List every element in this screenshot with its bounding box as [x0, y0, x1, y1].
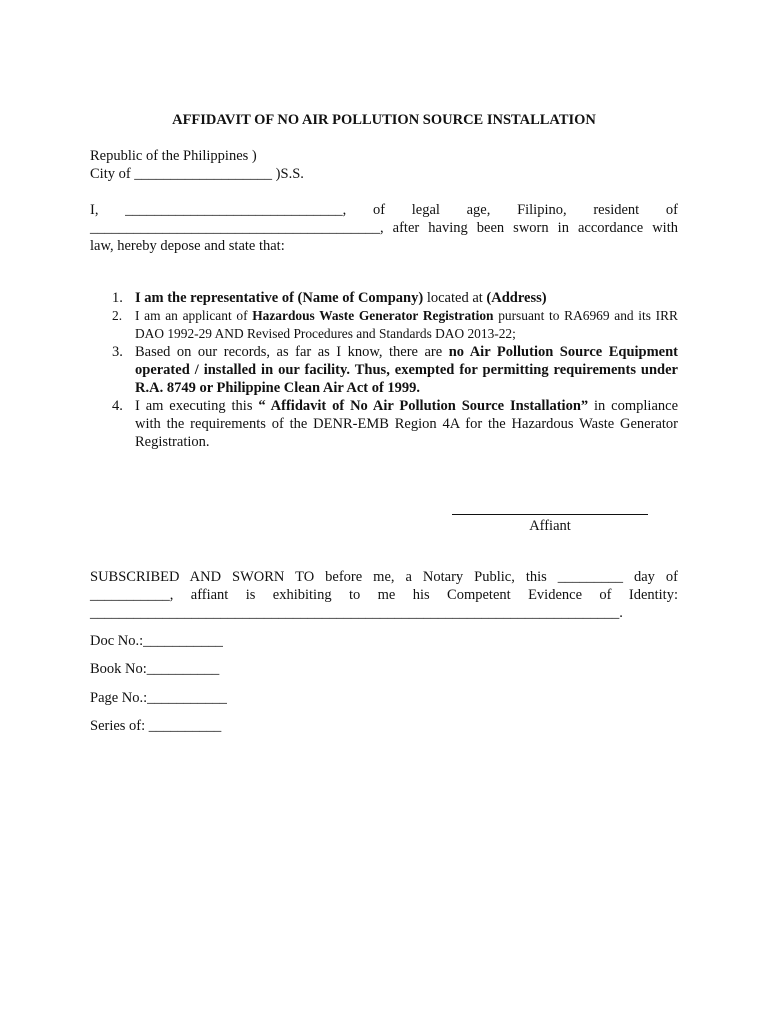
statement-bold-text: I am the representative of (Name of Company) [135, 290, 424, 306]
statement-text: Based on our records, as far as I know, there are [135, 344, 449, 360]
statement-number: 2. [112, 308, 123, 323]
statement-list [90, 289, 678, 451]
statement-item-2 [90, 307, 678, 343]
statement-text: I am an applicant of [135, 308, 253, 323]
intro-line-1: I, ______________________________, of legal age, Filipino, resident of [90, 202, 678, 218]
statement-text: pursuant to RA6969 and its IRR DAO 1992-29 AND Revised Procedures and Standards DAO 2013-22; [135, 308, 678, 341]
jurat-line-2: ___________, affiant is exhibiting to me his Competent Evidence of Identity: [90, 587, 678, 603]
document-title: AFFIDAVIT OF NO AIR POLLUTION SOURCE INSTALLATION [172, 112, 596, 128]
affiant-label: Affiant [529, 518, 571, 534]
jurat-line-1: SUBSCRIBED AND SWORN TO before me, a Notary Public, this _________ day of [90, 569, 678, 585]
statement-bold-text: (Address) [486, 290, 547, 306]
statement-number: 1. [112, 290, 123, 306]
signature-line [452, 514, 648, 515]
statement-bold-text: Hazardous Waste Generator Registration [252, 308, 494, 323]
statement-item-3 [90, 343, 678, 397]
statement-bold-text: “ Affidavit of No Air Pollution Source Installation” [258, 398, 589, 414]
book-no-field: Book No:__________ [90, 661, 220, 677]
venue-city-line: City of ___________________ )S.S. [90, 166, 304, 182]
intro-line-2: ________________________________________, after having been sworn in accordance with [90, 220, 678, 236]
venue-country-line: Republic of the Philippines ) [90, 148, 257, 164]
statement-number: 4. [112, 398, 123, 414]
statement-item-1 [90, 289, 678, 307]
statement-item-4 [90, 397, 678, 451]
page-no-field: Page No.:___________ [90, 690, 227, 706]
doc-no-field: Doc No.:___________ [90, 633, 223, 649]
jurat-line-3: _________________________________________________________________________. [90, 605, 623, 621]
statement-text: in compliance with the requirements of the DENR-EMB Region 4A for the Hazardous Waste Generator Registration. [135, 398, 679, 450]
statement-text: located at [423, 290, 487, 306]
statement-bold-text: no Air Pollution Source Equipment operated / installed in our facility. Thus, exempted for permitting requirements under R.A. 8749 or Philippine Clean Air Act of 1999. [135, 344, 679, 396]
statement-number: 3. [112, 344, 123, 360]
intro-line-3: law, hereby depose and state that: [90, 238, 285, 254]
series-field: Series of: __________ [90, 718, 222, 734]
statement-text: I am executing this [135, 398, 259, 414]
